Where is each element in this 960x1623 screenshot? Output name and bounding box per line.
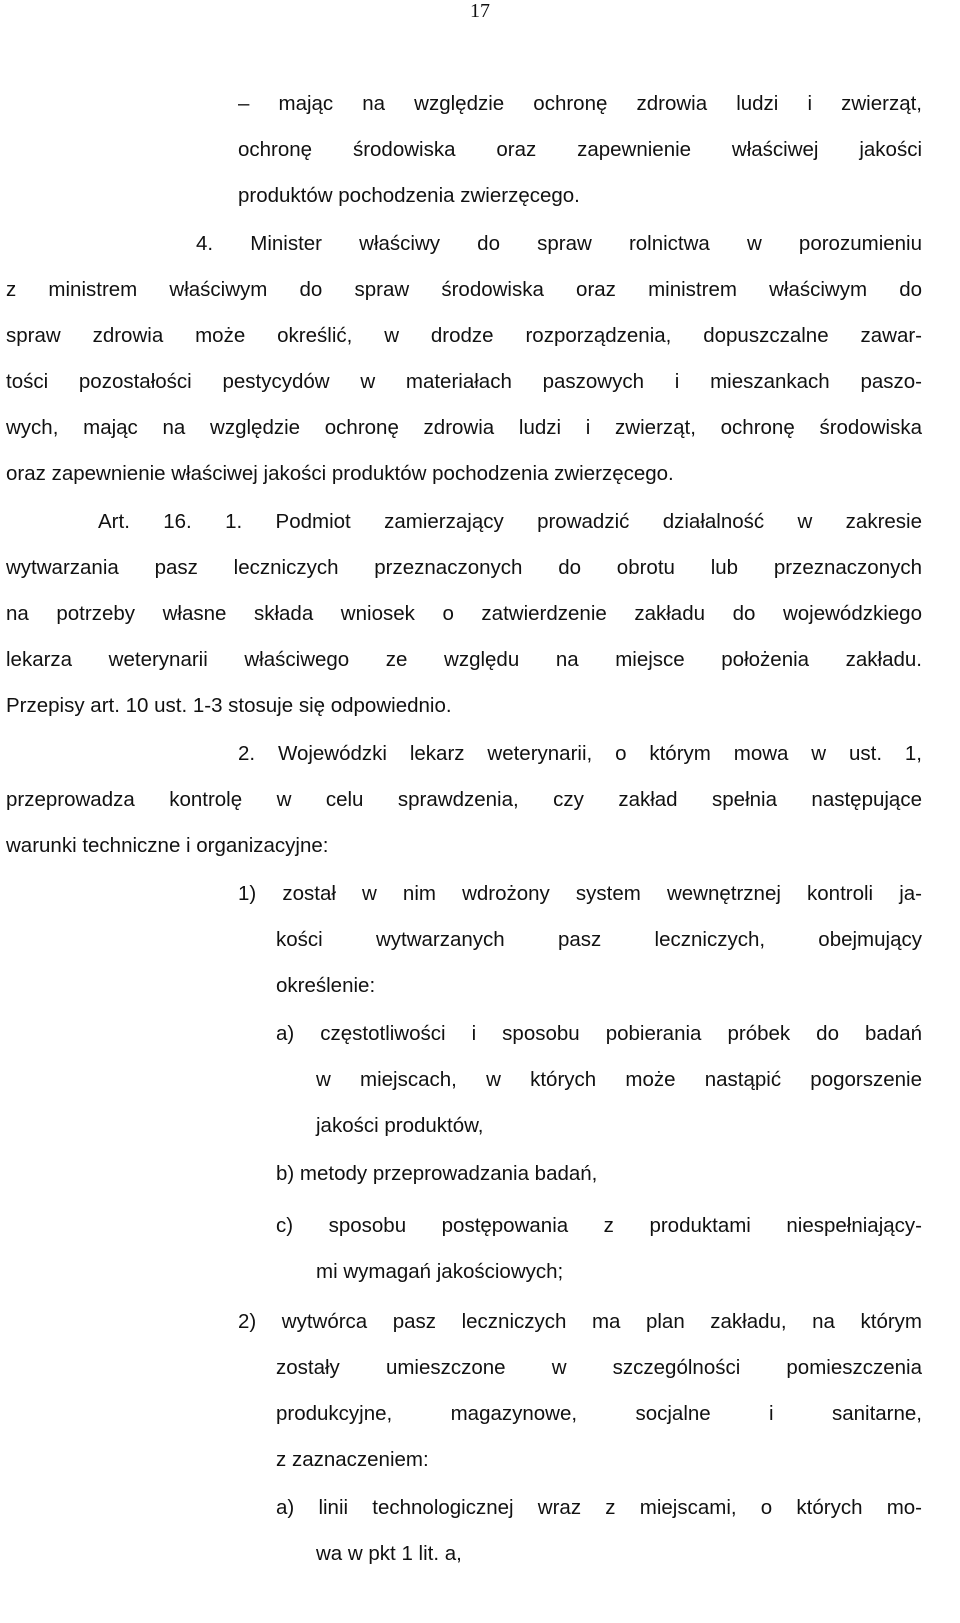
text-line: warunki techniczne i organizacyjne: <box>6 834 329 857</box>
text-line: a) częstotliwości i sposobu pobierania próbek do badań <box>276 1022 922 1045</box>
text-line: przeprowadza kontrolę w celu sprawdzenia, czy zakład spełnia następujące <box>6 788 922 811</box>
text-line: a) linii technologicznej wraz z miejscami, o których mo- <box>276 1496 922 1519</box>
text-line: z zaznaczeniem: <box>276 1448 429 1471</box>
text-line: w miejscach, w których może nastąpić pogorszenie <box>316 1068 922 1091</box>
text-line: tości pozostałości pestycydów w materiałach paszowych i mieszankach paszo- <box>6 370 922 393</box>
page-number: 17 <box>470 0 490 22</box>
text-line: na potrzeby własne składa wniosek o zatwierdzenie zakładu do wojewódzkiego <box>6 602 922 625</box>
text-line: zostały umieszczone w szczególności pomieszczenia <box>276 1356 922 1379</box>
text-line: 2) wytwórca pasz leczniczych ma plan zakładu, na którym <box>238 1310 922 1333</box>
text-line: produktów pochodzenia zwierzęcego. <box>238 184 580 207</box>
text-line: spraw zdrowia może określić, w drodze rozporządzenia, dopuszczalne zawar- <box>6 324 922 347</box>
text-line: wych, mając na względzie ochronę zdrowia ludzi i zwierząt, ochronę środowiska <box>6 416 922 439</box>
text-line: mi wymagań jakościowych; <box>316 1260 564 1283</box>
text-line: Art. 16. 1. Podmiot zamierzający prowadzić działalność w zakresie <box>98 510 922 533</box>
text-line: b) metody przeprowadzania badań, <box>276 1162 598 1185</box>
text-line: wytwarzania pasz leczniczych przeznaczonych do obrotu lub przeznaczonych <box>6 556 922 579</box>
text-line: – mając na względzie ochronę zdrowia ludzi i zwierząt, <box>238 92 922 115</box>
text-line: c) sposobu postępowania z produktami niespełniający- <box>276 1214 922 1237</box>
text-line: kości wytwarzanych pasz leczniczych, obejmujący <box>276 928 922 951</box>
text-line: produkcyjne, magazynowe, socjalne i sanitarne, <box>276 1402 922 1425</box>
text-line: 2. Wojewódzki lekarz weterynarii, o którym mowa w ust. 1, <box>238 742 922 765</box>
text-line: jakości produktów, <box>316 1114 484 1137</box>
text-line: określenie: <box>276 974 376 997</box>
text-line: lekarza weterynarii właściwego ze względu na miejsce położenia zakładu. <box>6 648 922 671</box>
text-line: Przepisy art. 10 ust. 1-3 stosuje się odpowiednio. <box>6 694 452 717</box>
text-line: 4. Minister właściwy do spraw rolnictwa w porozumieniu <box>196 232 922 255</box>
text-line: wa w pkt 1 lit. a, <box>316 1542 462 1565</box>
text-line: z ministrem właściwym do spraw środowiska oraz ministrem właściwym do <box>6 278 922 301</box>
text-line: ochronę środowiska oraz zapewnienie właściwej jakości <box>238 138 922 161</box>
text-line: 1) został w nim wdrożony system wewnętrznej kontroli ja- <box>238 882 922 905</box>
text-line: oraz zapewnienie właściwej jakości produktów pochodzenia zwierzęcego. <box>6 462 674 485</box>
